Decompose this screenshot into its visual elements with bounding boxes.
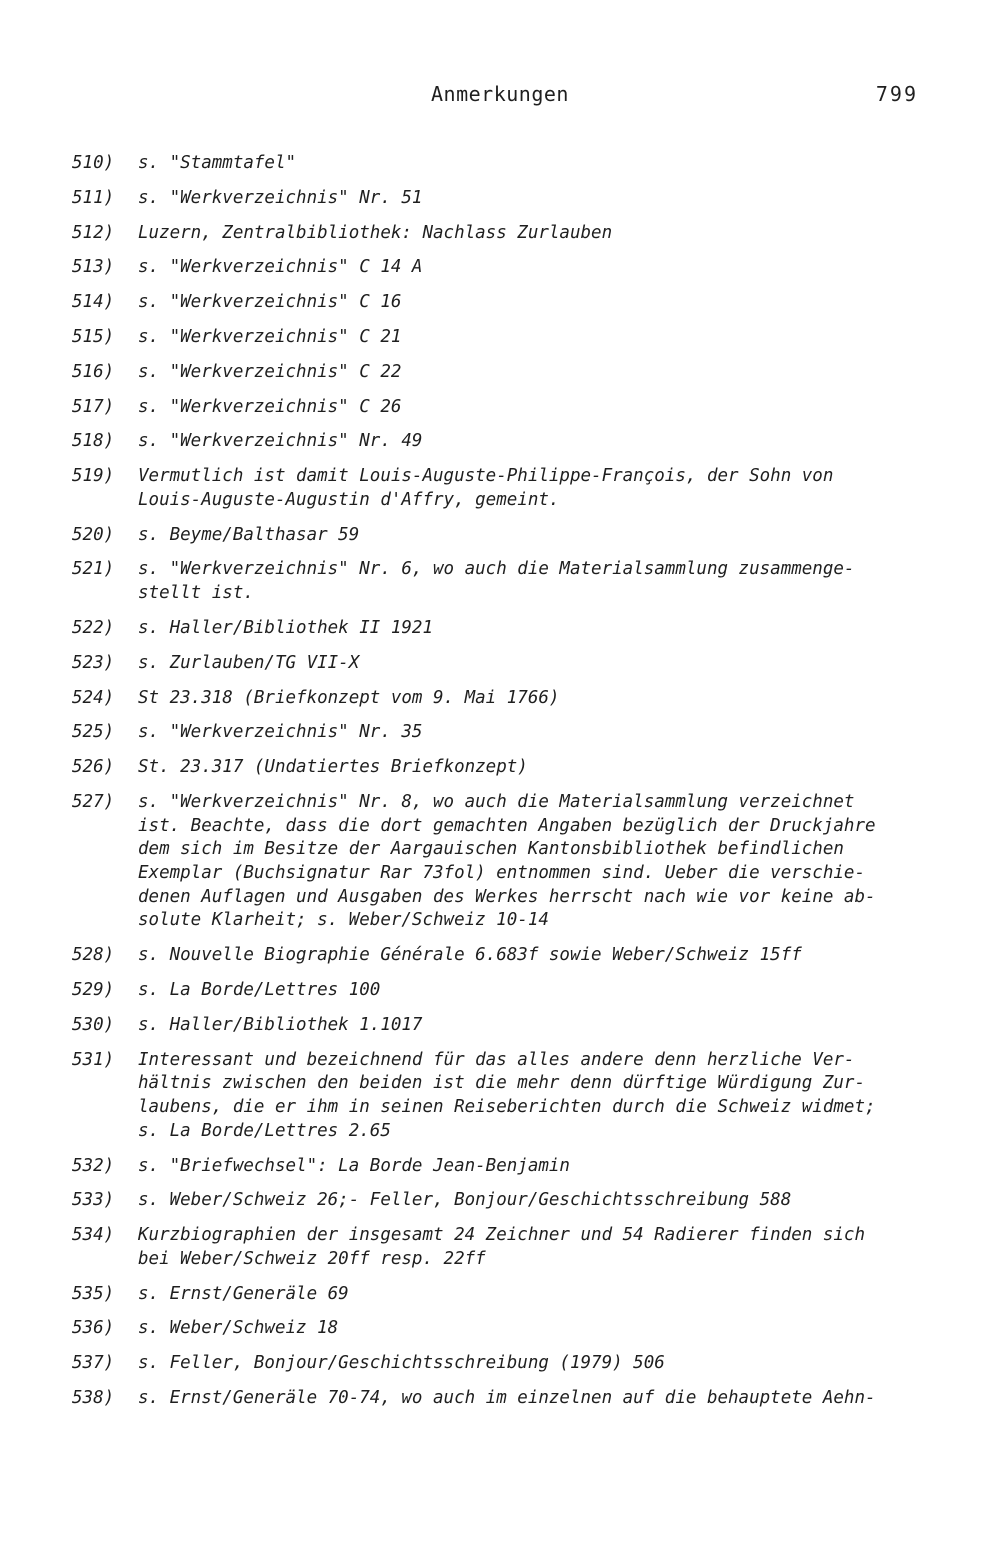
endnote-text (138, 652, 932, 676)
endnote-number: 520) (72, 524, 115, 545)
endnote-text (138, 1352, 932, 1376)
endnote-item (72, 1014, 932, 1038)
endnote-text (138, 291, 932, 315)
endnote-item (72, 222, 932, 246)
endnote-number: 513) (72, 257, 115, 278)
endnote-text-line: s. "Werkverzeichnis" C 26 (138, 396, 402, 417)
endnote-text (138, 430, 932, 454)
endnote-text-line: s. "Werkverzeichnis" Nr. 49 (138, 431, 423, 452)
endnote-item (72, 1224, 932, 1271)
endnote-number: 517) (72, 396, 115, 417)
endnote-number: 526) (72, 757, 115, 778)
endnote-number: 537) (72, 1353, 115, 1374)
page-header (0, 82, 1000, 112)
endnote-item (72, 652, 932, 676)
endnote-number: 511) (72, 187, 115, 208)
endnote-number: 516) (72, 361, 115, 382)
endnote-text-line: s. "Werkverzeichnis" Nr. 35 (138, 722, 423, 743)
endnote-text-line: s. Beyme/Balthasar 59 (138, 524, 360, 545)
endnote-number: 535) (72, 1283, 115, 1304)
endnote-number: 514) (72, 292, 115, 313)
endnote-item (72, 1387, 932, 1411)
endnote-text-line: s. "Stammtafel" (138, 153, 297, 173)
endnote-number: 512) (72, 222, 115, 243)
endnote-number: 518) (72, 431, 115, 452)
endnote-text-line: s. "Werkverzeichnis" C 21 (138, 326, 402, 347)
endnote-item (72, 256, 932, 280)
endnote-text (138, 558, 932, 605)
endnote-item (72, 1189, 932, 1213)
endnote-number: 525) (72, 722, 115, 743)
endnote-number: 532) (72, 1155, 115, 1176)
endnote-item (72, 1317, 932, 1341)
endnote-text-line: s. "Werkverzeichnis" C 14 A (138, 257, 423, 278)
endnote-text-line: s. Weber/Schweiz 26;- Feller, Bonjour/Geschichtsschreibung 588 (138, 1190, 792, 1211)
endnote-text-line: Louis-Auguste-Augustin d'Affry, gemeint. (138, 489, 560, 510)
endnote-item (72, 524, 932, 548)
endnote-item (72, 430, 932, 454)
endnote-text-line: Interessant und bezeichnend für das alles andere denn herzliche Ver- (138, 1049, 855, 1070)
endnote-text-line: Vermutlich ist damit Louis-Auguste-Philippe-François, der Sohn von (138, 466, 834, 487)
endnote-item (72, 326, 932, 350)
endnote-item (72, 1155, 932, 1179)
endnote-text (138, 152, 932, 176)
endnote-text (138, 524, 932, 548)
endnote-text-line: s. Feller, Bonjour/Geschichtsschreibung (1979) 506 (138, 1353, 665, 1374)
endnote-text (138, 256, 932, 280)
endnote-text (138, 465, 932, 512)
endnote-text-line: Exemplar (Buchsignatur Rar 73fol) entnommen sind. Ueber die verschie- (138, 863, 865, 884)
endnote-text-line: s. Haller/Bibliothek II 1921 (138, 617, 434, 638)
endnote-text (138, 361, 932, 385)
endnote-item (72, 291, 932, 315)
endnote-text-line: s. Ernst/Generäle 69 (138, 1283, 349, 1304)
endnote-number: 510) (72, 153, 115, 173)
endnote-text-line: ist. Beachte, dass die dort gemachten Angaben bezüglich der Druckjahre (138, 815, 876, 836)
endnote-number: 524) (72, 687, 115, 708)
endnote-number: 521) (72, 559, 115, 580)
endnote-text-line: s. Nouvelle Biographie Générale 6.683f sowie Weber/Schweiz 15ff (138, 945, 802, 966)
endnote-number: 533) (72, 1190, 115, 1211)
endnote-text (138, 979, 932, 1003)
endnote-text-line: St 23.318 (Briefkonzept vom 9. Mai 1766) (138, 687, 560, 708)
endnote-text (138, 1387, 932, 1411)
endnote-text-line: Luzern, Zentralbibliothek: Nachlass Zurlauben (138, 222, 613, 243)
endnote-item (72, 558, 932, 605)
endnote-item (72, 687, 932, 711)
endnote-item (72, 617, 932, 641)
endnote-text (138, 1049, 932, 1144)
running-title: Anmerkungen (431, 82, 569, 106)
endnote-number: 522) (72, 617, 115, 638)
endnote-text (138, 687, 932, 711)
endnote-text-line: s. Zurlauben/TG VII-X (138, 652, 360, 673)
endnote-text (138, 756, 932, 780)
endnote-number: 519) (72, 466, 115, 487)
endnote-text (138, 791, 932, 933)
endnote-text (138, 1189, 932, 1213)
endnote-text (138, 1224, 932, 1271)
endnote-item (72, 361, 932, 385)
endnote-text-line: s. "Werkverzeichnis" C 22 (138, 361, 402, 382)
endnote-text-line: laubens, die er ihm in seinen Reiseberichten durch die Schweiz widmet; (138, 1097, 876, 1118)
endnote-item (72, 791, 932, 933)
endnote-item (72, 465, 932, 512)
endnotes-list (72, 152, 932, 1422)
endnote-text (138, 944, 932, 968)
endnote-text-line: s. La Borde/Lettres 100 (138, 980, 381, 1001)
endnote-item (72, 396, 932, 420)
endnote-number: 534) (72, 1225, 115, 1246)
endnote-text (138, 222, 932, 246)
endnote-text (138, 187, 932, 211)
endnote-number: 523) (72, 652, 115, 673)
endnote-item (72, 979, 932, 1003)
endnote-text (138, 721, 932, 745)
endnote-text-line: dem sich im Besitze der Aargauischen Kantonsbibliothek befindlichen (138, 839, 844, 860)
endnote-text (138, 1014, 932, 1038)
endnote-text-line: stellt ist. (138, 583, 254, 604)
endnote-text-line: s. "Briefwechsel": La Borde Jean-Benjamin (138, 1155, 570, 1176)
endnote-text (138, 617, 932, 641)
endnote-text-line: St. 23.317 (Undatiertes Briefkonzept) (138, 757, 528, 778)
endnote-item (72, 756, 932, 780)
endnote-item (72, 721, 932, 745)
endnote-item (72, 187, 932, 211)
endnote-number: 530) (72, 1014, 115, 1035)
endnote-item (72, 1352, 932, 1376)
endnote-text-line: s. Haller/Bibliothek 1.1017 (138, 1014, 423, 1035)
endnote-number: 531) (72, 1049, 115, 1070)
endnote-text-line: bei Weber/Schweiz 20ff resp. 22ff (138, 1248, 486, 1269)
endnote-text-line: s. "Werkverzeichnis" Nr. 6, wo auch die Materialsammlung zusammenge- (138, 559, 855, 580)
endnote-text-line: Kurzbiographien der insgesamt 24 Zeichner und 54 Radierer finden sich (138, 1225, 865, 1246)
endnote-text (138, 1283, 932, 1307)
endnote-number: 529) (72, 980, 115, 1001)
endnote-item (72, 152, 932, 176)
endnote-number: 528) (72, 945, 115, 966)
endnote-text-line: denen Auflagen und Ausgaben des Werkes herrscht nach wie vor keine ab- (138, 886, 876, 907)
endnote-text-line: s. Weber/Schweiz 18 (138, 1318, 339, 1339)
endnote-text-line: s. "Werkverzeichnis" Nr. 8, wo auch die Materialsammlung verzeichnet (138, 791, 855, 812)
endnote-number: 527) (72, 791, 115, 812)
endnote-text (138, 1317, 932, 1341)
endnote-text-line: s. "Werkverzeichnis" C 16 (138, 292, 402, 313)
endnote-text (138, 396, 932, 420)
endnote-text (138, 326, 932, 350)
endnote-text (138, 1155, 932, 1179)
page-number: 799 (875, 82, 918, 106)
endnote-number: 536) (72, 1318, 115, 1339)
endnote-text-line: s. Ernst/Generäle 70-74, wo auch im einzelnen auf die behauptete Aehn- (138, 1388, 876, 1409)
endnote-text-line: hältnis zwischen den beiden ist die mehr denn dürftige Würdigung Zur- (138, 1073, 865, 1094)
endnote-item (72, 1283, 932, 1307)
endnote-number: 515) (72, 326, 115, 347)
endnote-number: 538) (72, 1388, 115, 1409)
endnote-item (72, 944, 932, 968)
endnote-text-line: solute Klarheit; s. Weber/Schweiz 10-14 (138, 910, 549, 931)
endnote-text-line: s. "Werkverzeichnis" Nr. 51 (138, 187, 423, 208)
endnote-item (72, 1049, 932, 1144)
endnote-text-line: s. La Borde/Lettres 2.65 (138, 1120, 391, 1141)
